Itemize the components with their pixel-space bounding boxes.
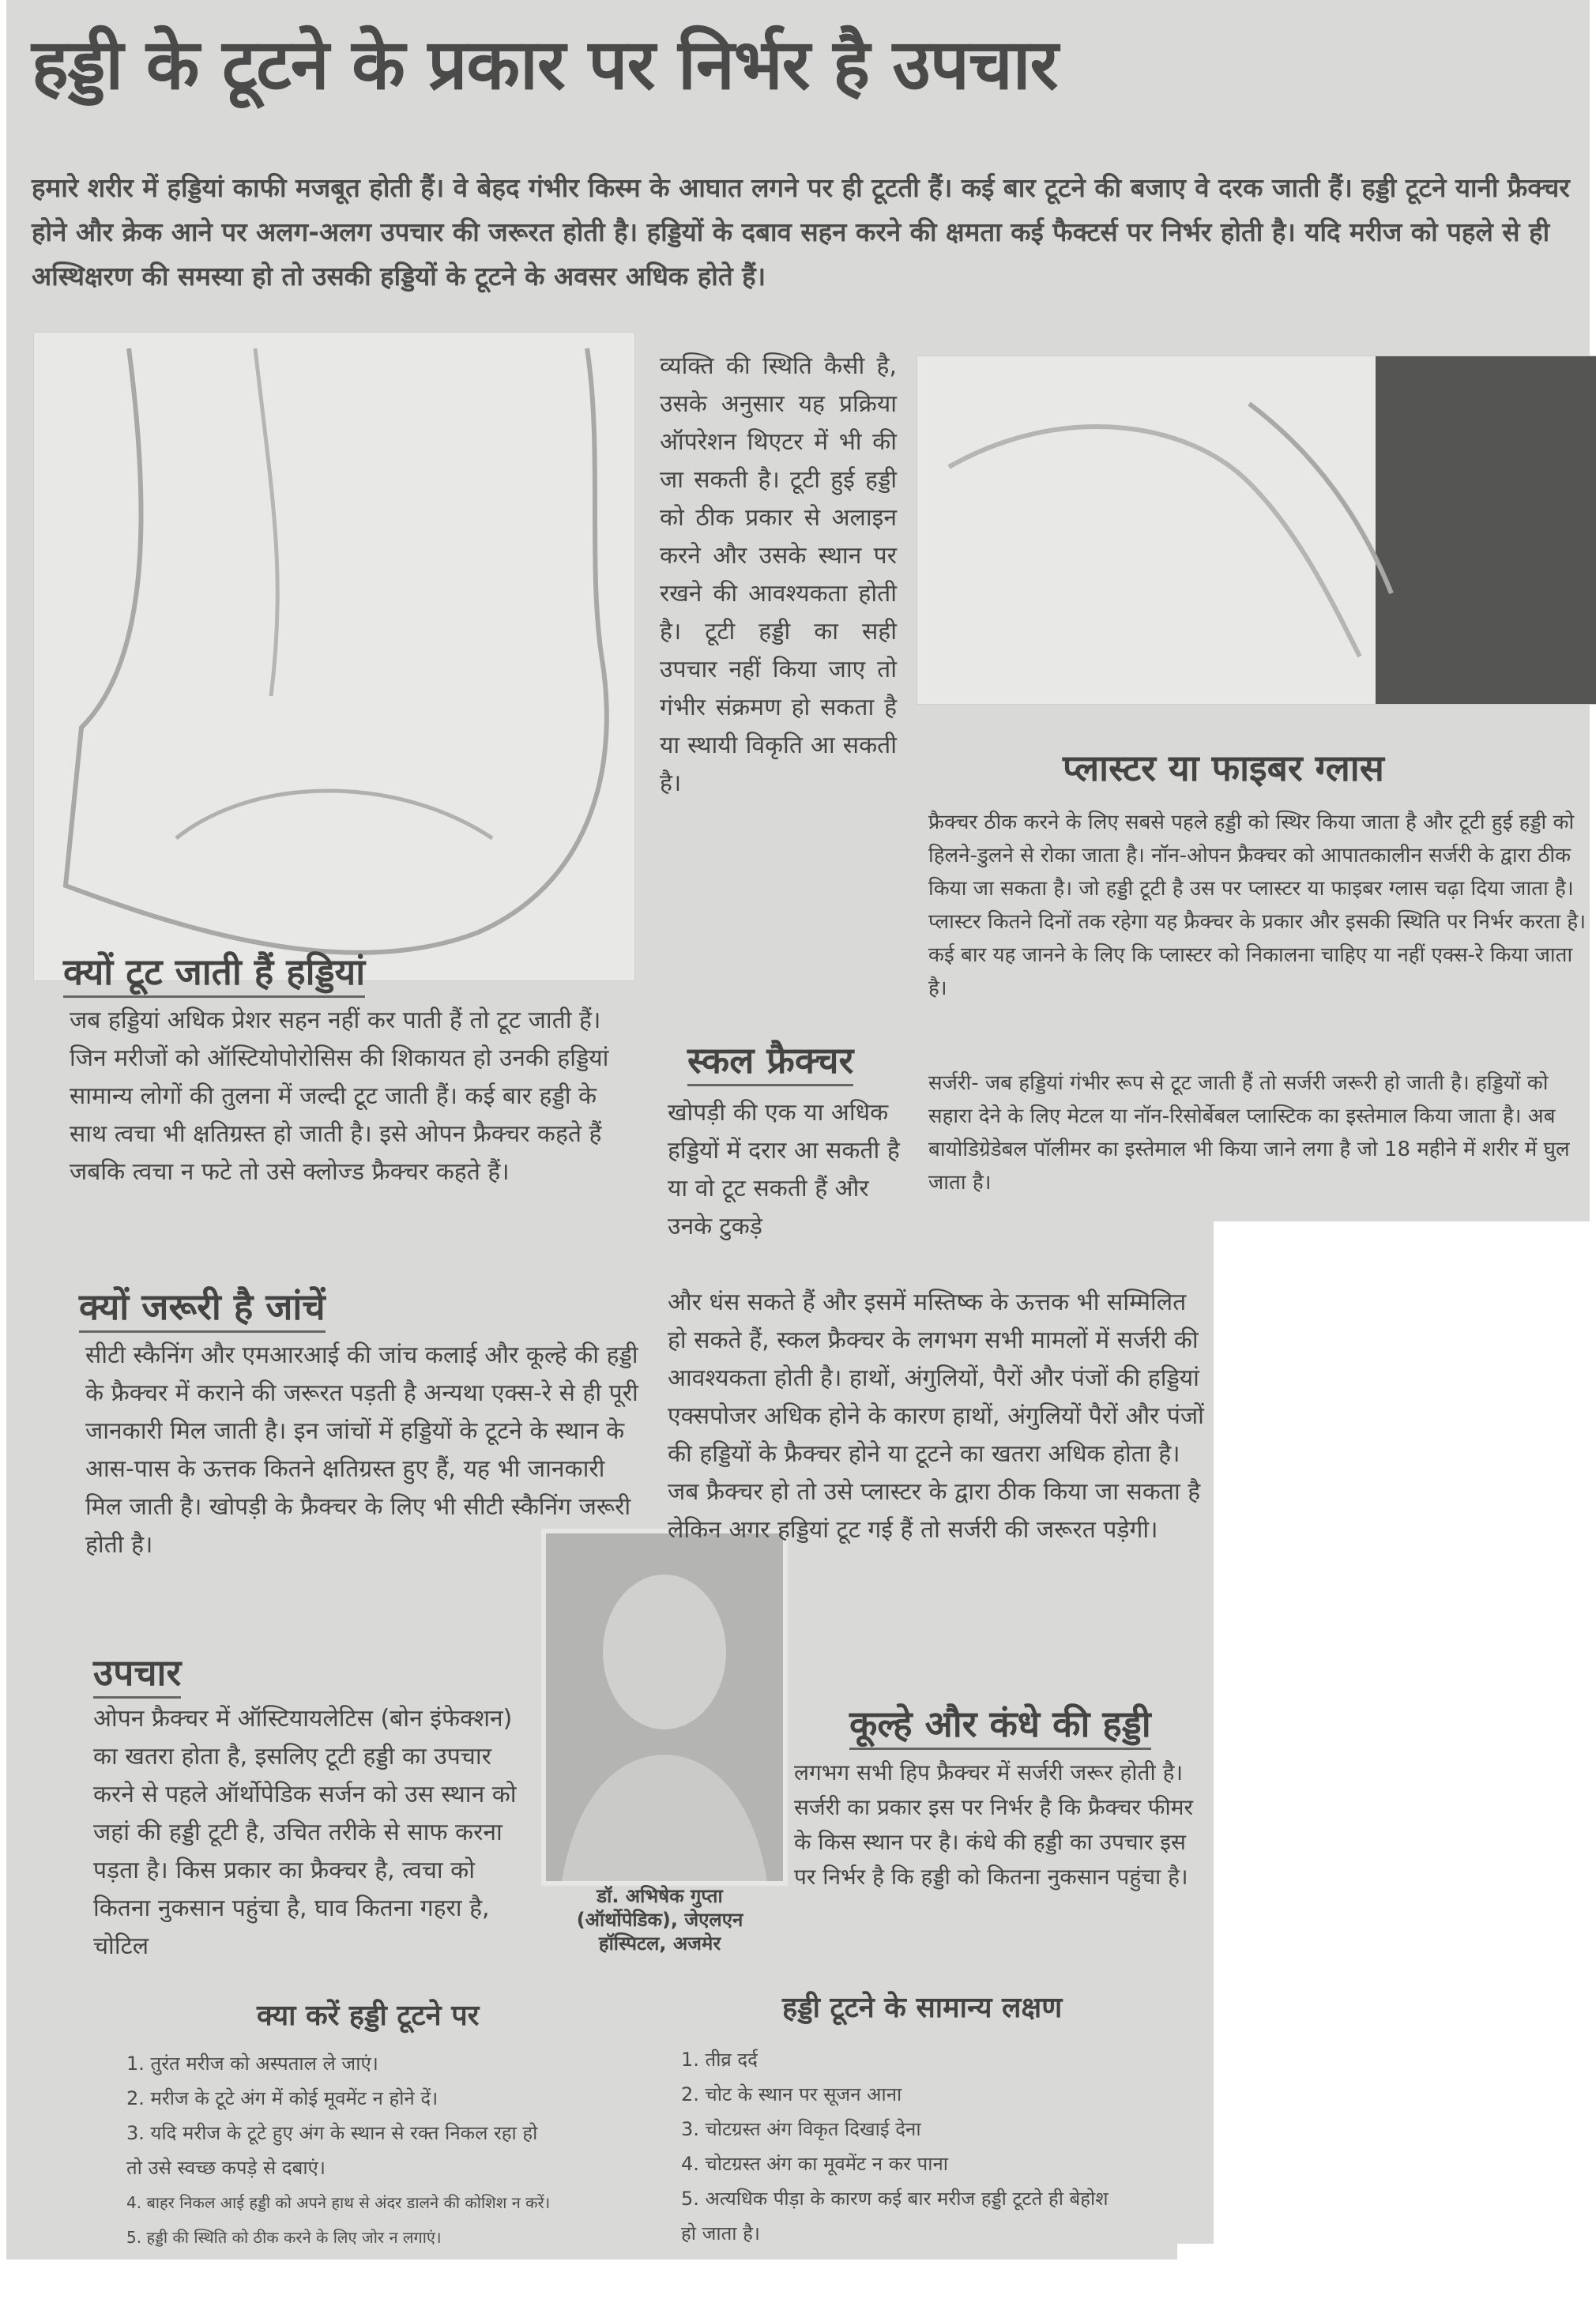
symptoms-list — [681, 2042, 1187, 2251]
portrait-silhouette — [546, 1533, 783, 1881]
why-tests-body: सीटी स्कैनिंग और एमआरआई की जांच कलाई और कूल्हे की हड्डी के फ्रैक्चर में कराने की जरूरत पड़ती है अन्यथा एक्स-रे से ही पूरी जानकारी मिल जाती है। इन जांचों में हड्डियों के टूटने के स्थान के आस-पास के ऊत्तक कितने क्षतिग्रस्त हुए हैं, यह भी जानकारी मिल जाती है। खोपड़ी के फ्रैक्चर के लिए भी सीटी स्कैनिंग जरूरी होती है। — [85, 1341, 638, 1559]
clipping-cutout-corner — [1177, 2244, 1596, 2299]
what-to-do-list — [126, 2046, 679, 2255]
symptom-item: 5. अत्यधिक पीड़ा के कारण कई बार मरीज हड्डी टूटते ही बेहोश — [681, 2188, 1109, 2210]
what-to-do-item: 2. मरीज के टूटे अंग में कोई मूवमेंट न होने दें। — [126, 2087, 439, 2109]
what-to-do-item: 1. तुरंत मरीज को अस्पताल ले जाएं। — [126, 2053, 378, 2075]
symptom-item: हो जाता है। — [681, 2222, 760, 2244]
symptom-item: 2. चोट के स्थान पर सूजन आना — [681, 2083, 902, 2105]
skull-body: खोपड़ी की एक या अधिक हड्डियों में दरार आ सकती है या वो टूट सकती हैं और उनके टुकड़े — [668, 1099, 900, 1240]
center-column-text: व्यक्ति की स्थिति कैसी है, उसके अनुसार यह प्रक्रिया ऑपरेशन थिएटर में भी की जा सकती है। टूटी हुई हड्डी को ठीक प्रकार से अलाइन करने और उसके स्थान पर रखने की आवश्यकता होती है। टूटी हड्डी का सही उपचार नहीं किया जाए तो गंभीर संक्रमण हो सकता है या स्थायी विकृति आ सकती है। — [660, 352, 897, 797]
doctor-portrait — [541, 1529, 788, 1886]
symptom-item: 4. चोटग्रस्त अंग का मूवमेंट न कर पाना — [681, 2153, 948, 2175]
why-break-heading: क्यों टूट जाती हैं हड्डियां — [63, 946, 365, 998]
plaster-sketch — [917, 356, 1596, 704]
symptom-item: 1. तीव्र दर्द — [681, 2049, 758, 2071]
plaster-heading: प्लास्टर या फाइबर ग्लास — [1063, 747, 1384, 789]
skull-body-continued: और धंस सकते हैं और इसमें मस्तिष्क के ऊत्तक भी सम्मिलित हो सकते हैं, स्कल फ्रैक्चर के लगभग सभी मामलों में सर्जरी की आवश्यकता होती है। हाथों, अंगुलियों, पैरों और पंजों की हड्डियां एक्सपोजर अधिक होने के कारण हाथों, अंगुलियों पैरों और पंजों की हड्डियों के फ्रैक्चर होने या टूटने का खतरा अधिक होता है। जब फ्रैक्चर हो तो उसे प्लास्टर के द्वारा ठीक किया जा सकता है लेकिन अगर हड्डियां टूट गई हैं तो सर्जरी की जरूरत पड़ेगी। — [668, 1289, 1204, 1544]
what-to-do-item: 4. बाहर निकल आई हड्डी को अपने हाथ से अंदर डालने की कोशिश न करें। — [126, 2193, 551, 2212]
portrait-caption — [529, 1884, 790, 1955]
hand-fracture-photo — [33, 332, 635, 981]
treatment-heading: उपचार — [93, 1647, 181, 1699]
plaster-treatment-photo — [917, 356, 1596, 705]
why-break-body: जब हड्डियां अधिक प्रेशर सहन नहीं कर पाती हैं तो टूट जाती हैं। जिन मरीजों को ऑस्टियोपोरोसिस की शिकायत हो उनकी हड्डियां सामान्य लोगों की तुलना में जल्दी टूट जाती हैं। कई बार हड्डी के साथ त्वचा भी क्षतिग्रस्त हो जाती है। इसे ओपन फ्रैक्चर कहते हैं जबकि त्वचा न फटे तो उसे क्लोज्ड फ्रैक्चर कहते हैं। — [70, 1007, 609, 1186]
plaster-body: फ्रैक्चर ठीक करने के लिए सबसे पहले हड्डी को स्थिर किया जाता है और टूटी हुई हड्डी को हिलने-डुलने से रोका जाता है। नॉन-ओपन फ्रैक्चर को आपातकालीन सर्जरी के द्वारा ठीक किया जा सकता है। जो हड्डी टूटी है उस पर प्लास्टर या फाइबर ग्लास चढ़ा दिया जाता है। प्लास्टर कितने दिनों तक रहेगा यह फ्रैक्चर के प्रकार और इसकी स्थिति पर निर्भर करता है। कई बार यह जानने के लिए कि प्लास्टर को निकालना चाहिए या नहीं एक्स-रे किया जाता है। — [928, 811, 1587, 1000]
hip-shoulder-body: लगभग सभी हिप फ्रैक्चर में सर्जरी जरूर होती है। सर्जरी का प्रकार इस पर निर्भर है कि फ्रैक्चर फीमर के किस स्थान पर है। कंधे की हड्डी का उपचार इस पर निर्भर है कि हड्डी को कितना नुकसान पहुंचा है। — [794, 1759, 1193, 1890]
what-to-do-heading: क्या करें हड्डी टूटने पर — [257, 2000, 480, 2032]
hand-sketch — [34, 333, 634, 980]
what-to-do-item: 3. यदि मरीज के टूटे हुए अंग के स्थान से रक्त निकल रहा हो — [126, 2122, 538, 2144]
caption-hospital: हॉस्पिटल, अजमेर — [598, 1932, 721, 1955]
symptoms-heading: हड्डी टूटने के सामान्य लक्षण — [782, 1992, 1063, 2024]
what-to-do-item: तो उसे स्वच्छ कपड़े से दबाएं। — [126, 2157, 326, 2179]
hip-shoulder-heading: कूल्हे और कंधे की हड्डी — [849, 1699, 1151, 1750]
surgery-body: सर्जरी- जब हड्डियां गंभीर रूप से टूट जाती हैं तो सर्जरी जरूरी हो जाती है। हड्डियों को सहारा देने के लिए मेटल या नॉन-रिसोर्बेबल प्लास्टिक का इस्तेमाल किया जाता है। अब बायोडिग्रेडेबल पॉलीमर का इस्तेमाल भी किया जाने लगा है जो 18 महीने में शरीर में घुल जाता है। — [928, 1071, 1570, 1195]
why-tests-heading: क्यों जरूरी है जांचें — [79, 1281, 326, 1333]
caption-dept: (ऑर्थोपेडिक), जेएलएन — [576, 1909, 743, 1931]
intro-paragraph: हमारे शरीर में हड्डियां काफी मजबूत होती हैं। वे बेहद गंभीर किस्म के आघात लगने पर ही टूटती हैं। कई बार टूटने की बजाए वे दरक जाती हैं। हड्डी टूटने यानी फ्रैक्चर होने और क्रेक आने पर अलग-अलग उपचार की जरूरत होती है। हड्डियों के दबाव सहन करने की क्षमता कई फैक्टर्स पर निर्भर होती है। यदि मरीज को पहले से ही अस्थिक्षरण की समस्या हो तो उसकी हड्डियों के टूटने के अवसर अधिक होते हैं। — [32, 172, 1570, 292]
caption-name: डॉ. अभिषेक गुप्ता — [597, 1885, 723, 1907]
skull-heading: स्कल फ्रैक्चर — [687, 1035, 853, 1086]
treatment-body: ओपन फ्रैक्चर में ऑस्टियायलेटिस (बोन इंफेक्शन) का खतरा होता है, इसलिए टूटी हड्डी का उपचार करने से पहले ऑर्थोपेडिक सर्जन को उस स्थान को जहां की हड्डी टूटी है, उचित तरीके से साफ करना पड़ता है। किस प्रकार का फ्रैक्चर है, त्वचा को कितना नुकसान पहुंचा है, घाव कितना गहरा है, चोटिल — [93, 1705, 517, 1960]
what-to-do-item: 5. हड्डी की स्थिति को ठीक करने के लिए जोर न लगाएं। — [126, 2228, 442, 2247]
headline: हड्डी के टूटने के प्रकार पर निर्भर है उपचार — [32, 24, 1058, 105]
clipping-cutout-area — [1214, 1221, 1596, 2299]
symptom-item: 3. चोटग्रस्त अंग विकृत दिखाई देना — [681, 2118, 921, 2140]
